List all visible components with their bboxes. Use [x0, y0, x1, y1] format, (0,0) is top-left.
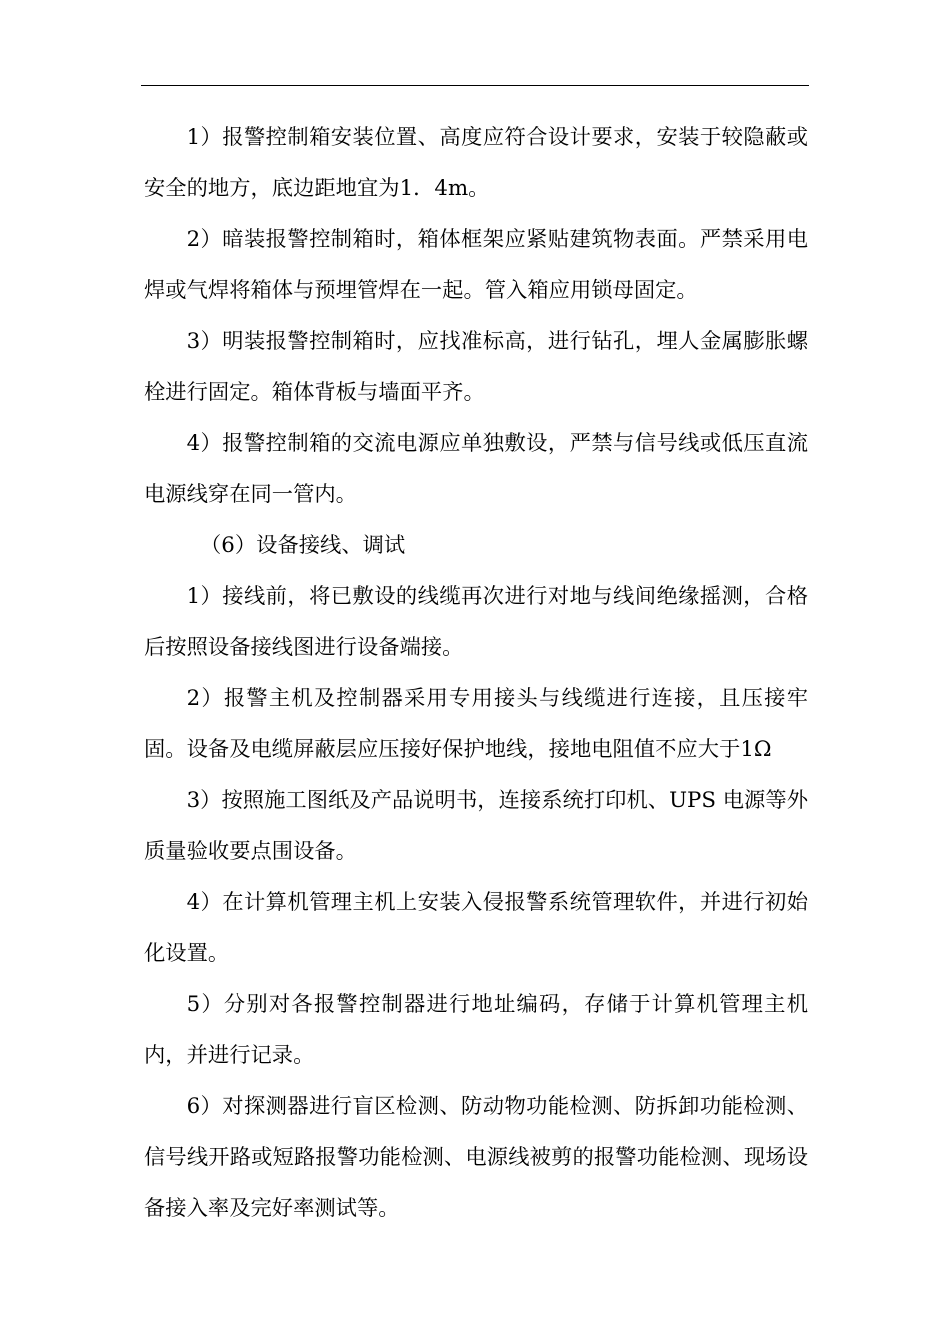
paragraph-concealed-install: 2）暗装报警控制箱时，箱体框架应紧贴建筑物表面。严禁采用电焊或气焊将箱体与预埋管焊在一起。管入箱应用锁母固定。	[144, 227, 808, 303]
paragraph-surface-install: 3）明装报警控制箱时，应找准标高，进行钻孔，埋人金属膨胀螺栓进行固定。箱体背板与墙面平齐。	[144, 329, 808, 405]
document-body	[144, 112, 808, 1234]
paragraph-detector-tests: 6）对探测器进行盲区检测、防动物功能检测、防拆卸功能检测、信号线开路或短路报警功能检测、电源线被剪的报警功能检测、现场设备接入率及完好率测试等。	[144, 1094, 808, 1221]
paragraph-printer-ups: 3）按照施工图纸及产品说明书，连接系统打印机、UPS 电源等外质量验收要点围设备。	[144, 788, 808, 864]
paragraph-control-box-position: 1）报警控制箱安装位置、高度应符合设计要求，安装于较隐蔽或安全的地方，底边距地宜为1．4m。	[144, 125, 808, 201]
paragraph-connector-grounding: 2）报警主机及控制器采用专用接头与线缆进行连接，且压接牢固。设备及电缆屏蔽层应压接好保护地线，接地电阻值不应大于1Ω	[144, 686, 808, 762]
paragraph-address-coding: 5）分别对各报警控制器进行地址编码，存储于计算机管理主机内，并进行记录。	[144, 992, 808, 1068]
section-heading: （6）设备接线、调试	[200, 533, 406, 558]
paragraph-software-install: 4）在计算机管理主机上安装入侵报警系统管理软件，并进行初始化设置。	[144, 890, 808, 966]
paragraph-ac-power: 4）报警控制箱的交流电源应单独敷设，严禁与信号线或低压直流电源线穿在同一管内。	[144, 431, 808, 507]
header-rule	[141, 85, 809, 86]
paragraph-insulation-test: 1）接线前，将已敷设的线缆再次进行对地与线间绝缘摇测，合格后按照设备接线图进行设备端接。	[144, 584, 808, 660]
